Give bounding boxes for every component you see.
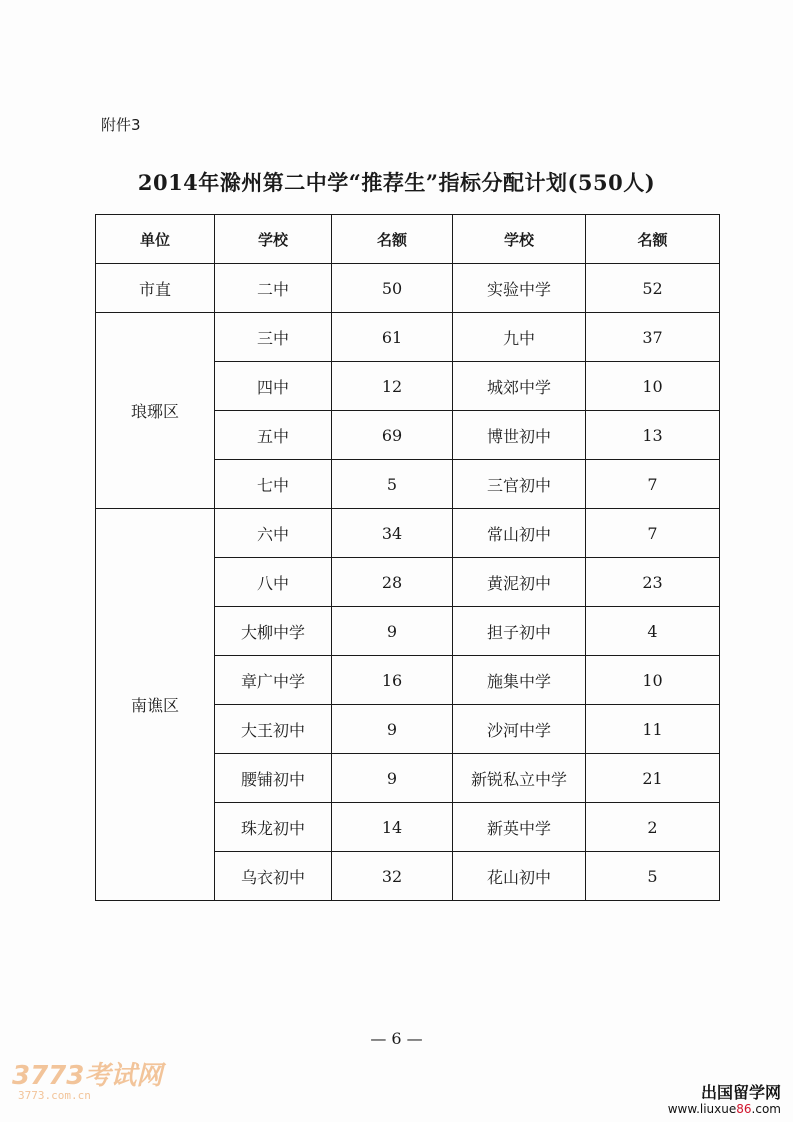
header-school: 学校 (453, 215, 586, 264)
quota-cell: 13 (586, 411, 720, 460)
school-cell: 八中 (215, 558, 332, 607)
school-cell: 大王初中 (215, 705, 332, 754)
school-cell: 三中 (215, 313, 332, 362)
school-cell: 六中 (215, 509, 332, 558)
quota-cell: 9 (332, 705, 453, 754)
school-cell: 九中 (453, 313, 586, 362)
school-cell: 实验中学 (453, 264, 586, 313)
watermark-url-highlight: 86 (736, 1102, 752, 1116)
quota-cell: 5 (332, 460, 453, 509)
school-cell: 担子初中 (453, 607, 586, 656)
school-cell: 四中 (215, 362, 332, 411)
unit-cell: 琅琊区 (96, 313, 215, 509)
school-cell: 腰铺初中 (215, 754, 332, 803)
quota-cell: 10 (586, 362, 720, 411)
quota-cell: 21 (586, 754, 720, 803)
school-cell: 博世初中 (453, 411, 586, 460)
document-title: 2014年滁州第二中学“推荐生”指标分配计划(550人) (137, 170, 656, 195)
quota-cell: 2 (586, 803, 720, 852)
school-cell: 三官初中 (453, 460, 586, 509)
school-cell: 城郊中学 (453, 362, 586, 411)
watermark-url-prefix: www.liuxue (667, 1102, 737, 1116)
quota-cell: 28 (332, 558, 453, 607)
header-school: 学校 (215, 215, 332, 264)
quota-cell: 9 (332, 754, 453, 803)
quota-cell: 10 (586, 656, 720, 705)
quota-cell: 34 (332, 509, 453, 558)
page-number: — 6 — (370, 1029, 423, 1048)
school-cell: 花山初中 (453, 852, 586, 901)
quota-cell: 32 (332, 852, 453, 901)
watermark-url: 3773.com.cn (18, 1089, 91, 1102)
quota-cell: 50 (332, 264, 453, 313)
school-cell: 章广中学 (215, 656, 332, 705)
table-row (96, 509, 720, 558)
school-cell: 五中 (215, 411, 332, 460)
quota-cell: 16 (332, 656, 453, 705)
quota-cell: 61 (332, 313, 453, 362)
school-cell: 沙河中学 (453, 705, 586, 754)
school-cell: 施集中学 (453, 656, 586, 705)
school-cell: 常山初中 (453, 509, 586, 558)
quota-cell: 69 (332, 411, 453, 460)
header-quota: 名额 (586, 215, 720, 264)
table-header-row (96, 215, 720, 264)
quota-cell: 7 (586, 509, 720, 558)
school-cell: 新锐私立中学 (453, 754, 586, 803)
quota-cell: 23 (586, 558, 720, 607)
school-cell: 新英中学 (453, 803, 586, 852)
table-row (96, 264, 720, 313)
quota-cell: 52 (586, 264, 720, 313)
school-cell: 珠龙初中 (215, 803, 332, 852)
unit-cell: 南谯区 (96, 509, 215, 901)
header-quota: 名额 (332, 215, 453, 264)
allocation-table (95, 214, 720, 901)
school-cell: 黄泥初中 (453, 558, 586, 607)
unit-cell: 市直 (96, 264, 215, 313)
watermark-brand: 出国留学网 (700, 1083, 781, 1102)
watermark-brand: 3773考试网 (12, 1061, 163, 1091)
quota-cell: 5 (586, 852, 720, 901)
watermark-url-suffix: .com (751, 1102, 781, 1116)
quota-cell: 14 (332, 803, 453, 852)
school-cell: 二中 (215, 264, 332, 313)
quota-cell: 11 (586, 705, 720, 754)
school-cell: 大柳中学 (215, 607, 332, 656)
quota-cell: 7 (586, 460, 720, 509)
quota-cell: 4 (586, 607, 720, 656)
attachment-label: 附件3 (101, 116, 141, 134)
watermark-liuxue86 (668, 1084, 781, 1116)
quota-cell: 12 (332, 362, 453, 411)
table-row (96, 313, 720, 362)
quota-cell: 37 (586, 313, 720, 362)
watermark-url (668, 1102, 781, 1116)
school-cell: 七中 (215, 460, 332, 509)
quota-cell: 9 (332, 607, 453, 656)
watermark-3773 (12, 1062, 162, 1102)
school-cell: 乌衣初中 (215, 852, 332, 901)
header-unit: 单位 (96, 215, 215, 264)
